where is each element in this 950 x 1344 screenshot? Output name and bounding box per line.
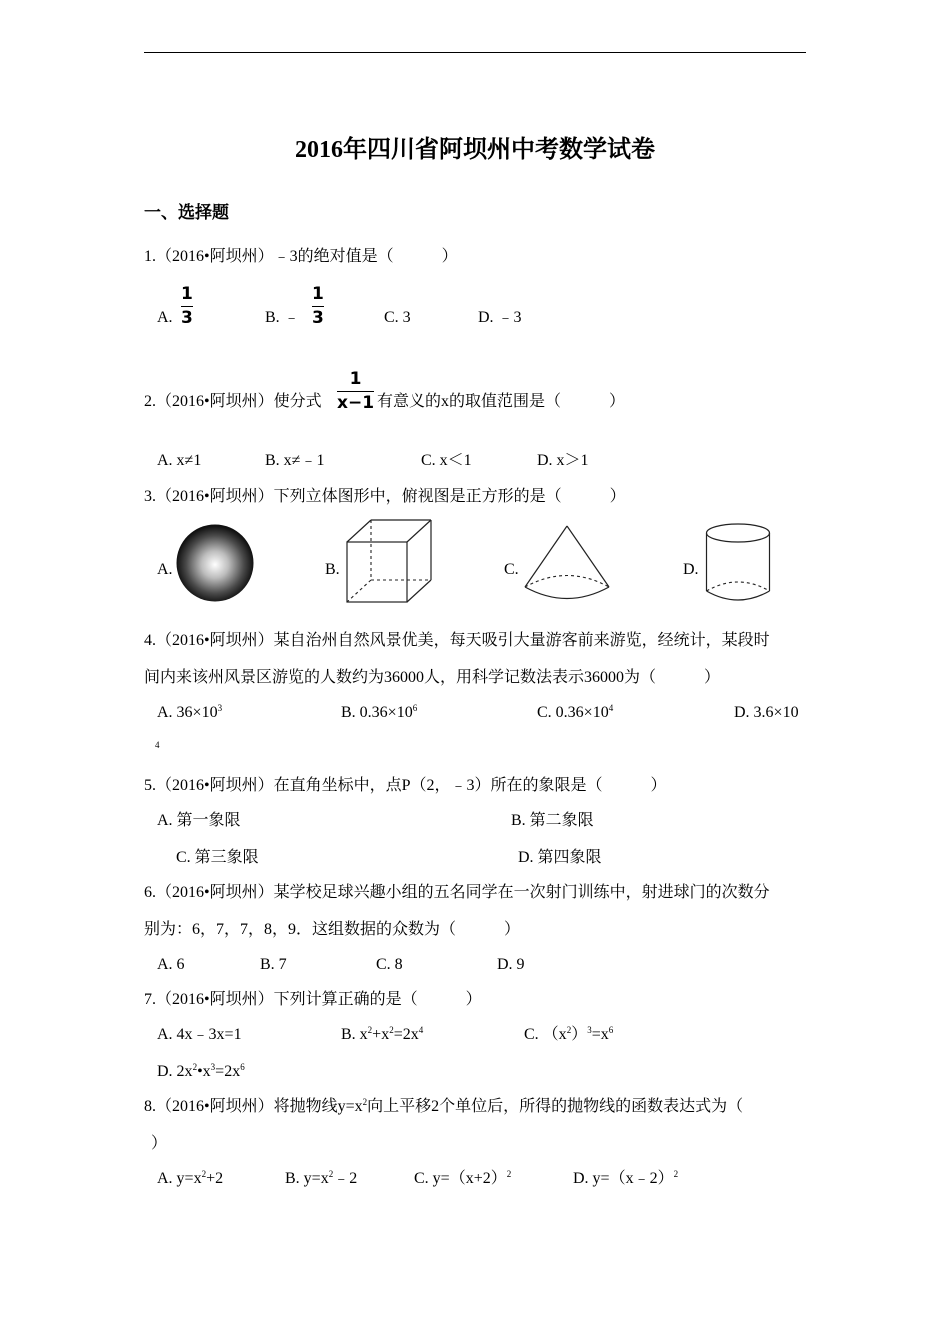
expr-part: •x [197, 1063, 211, 1080]
page-title: 2016年四川省阿坝州中考数学试卷 [295, 137, 655, 163]
q4-option-d-exponent: 4 [155, 740, 160, 750]
fraction-numerator: 1 [349, 369, 362, 389]
q4-option-c [537, 705, 613, 721]
q4-option-c-base: C. 0.36×10 [537, 704, 609, 721]
sphere-figure [175, 523, 255, 603]
exponent: 4 [418, 1025, 424, 1035]
q3-option-a-label: A. [157, 561, 173, 578]
exponent: 2 [566, 1025, 572, 1035]
expr-part: D. 2x [157, 1063, 193, 1080]
q4-option-b-base: B. 0.36×10 [341, 704, 413, 721]
exponent: 6 [608, 1025, 614, 1035]
q8-option-d [573, 1171, 678, 1187]
q1-option-b-label: B. ﹣ [265, 309, 300, 326]
exponent: 2 [506, 1169, 512, 1179]
exponent: 2 [362, 1097, 368, 1107]
exponent: 3 [210, 1062, 216, 1072]
q5-option-b: B. 第二象限 [511, 812, 594, 829]
q2-option-c: C. x＜1 [421, 452, 472, 469]
q3-stem: 3.（2016•阿坝州）下列立体图形中，俯视图是正方形的是（ ） [144, 488, 626, 505]
exponent: 2 [192, 1062, 198, 1072]
q5-option-d: D. 第四象限 [518, 849, 602, 866]
q1-option-a-fraction [181, 286, 193, 327]
exponent: 2 [673, 1169, 679, 1179]
q3-option-d-label: D. [683, 561, 699, 578]
expr-part: C. （x [524, 1026, 567, 1043]
q8-option-a [157, 1171, 223, 1187]
exponent: 2 [389, 1025, 394, 1035]
q4-stem-line-1: 4.（2016•阿坝州）某自治州自然风景优美，每天吸引大量游客前来游览，经统计，某段时 [144, 632, 770, 649]
section-heading: 一、选择题 [144, 203, 229, 222]
q4-option-c-exponent: 4 [608, 703, 614, 713]
fraction-denominator: x−1 [337, 393, 375, 413]
expr-part: B. x [341, 1026, 368, 1043]
expr-part: B. y=x [285, 1170, 329, 1187]
q3-option-c-label: C. [504, 561, 519, 578]
q5-stem: 5.（2016•阿坝州）在直角坐标中，点P（2，﹣3）所在的象限是（ ） [144, 777, 667, 794]
q8-option-b [285, 1171, 357, 1187]
q4-option-a-exponent: 3 [217, 703, 223, 713]
q6-option-d: D. 9 [497, 956, 525, 973]
q5-option-c: C. 第三象限 [176, 849, 259, 866]
expr-part: +x [372, 1026, 390, 1043]
q1-option-b-fraction [312, 286, 324, 327]
q8-option-c [414, 1171, 511, 1187]
exponent: 2 [328, 1169, 334, 1179]
q4-stem-line-2: 间内来该州风景区游览的人数约为36000人，用科学记数法表示36000为（ ） [144, 669, 721, 686]
q8-stem-line-2: ） [151, 1135, 168, 1152]
q2-stem-end: 有意义的x的取值范围是（ ） [377, 393, 626, 410]
q6-stem-line-1: 6.（2016•阿坝州）某学校足球兴趣小组的五名同学在一次射门训练中，射进球门的次数分 [144, 884, 770, 901]
q1-stem: 1.（2016•阿坝州）﹣3的绝对值是（ ） [144, 248, 458, 265]
q6-option-a: A. 6 [157, 956, 185, 973]
expr-part: C. y=（x+2） [414, 1170, 507, 1187]
exponent: 2 [201, 1169, 207, 1179]
q4-option-d: D. 3.6×10 [734, 704, 799, 721]
fraction-numerator: 1 [181, 284, 193, 304]
expr-part: +2 [206, 1170, 224, 1187]
q1-option-c: C. 3 [384, 309, 411, 326]
cube-figure [345, 518, 435, 604]
stem-part: 向上平移2个单位后，所得的抛物线的函数表达式为（ [367, 1098, 744, 1115]
fraction-denominator: 3 [312, 308, 324, 328]
q6-option-c: C. 8 [376, 956, 403, 973]
q2-option-b: B. x≠﹣1 [265, 452, 325, 469]
expr-part: ﹣2 [333, 1170, 358, 1187]
fraction-denominator: 3 [181, 308, 193, 328]
cylinder-figure [704, 521, 774, 605]
q5-option-a: A. 第一象限 [157, 812, 241, 829]
cone-figure [522, 524, 614, 604]
exponent: 2 [367, 1025, 373, 1035]
expr-part: =2x [215, 1063, 241, 1080]
expr-part: D. y=（x﹣2） [573, 1170, 674, 1187]
q2-fraction [337, 371, 374, 412]
fraction-numerator: 1 [312, 284, 324, 304]
q7-stem: 7.（2016•阿坝州）下列计算正确的是（ ） [144, 991, 482, 1008]
q7-option-a: A. 4x﹣3x=1 [157, 1026, 242, 1043]
q4-option-b-exponent: 6 [412, 703, 418, 713]
q7-option-d [157, 1064, 245, 1080]
header-rule [144, 52, 806, 53]
expr-part: =x [591, 1026, 609, 1043]
q4-option-b [341, 705, 417, 721]
q7-option-c [524, 1027, 613, 1043]
exponent: 3 [587, 1025, 592, 1035]
q6-stem-line-2: 别为：6，7，7，8，9．这组数据的众数为（ ） [144, 921, 521, 938]
exponent: 6 [240, 1062, 245, 1072]
stem-part: 8.（2016•阿坝州）将抛物线y=x [144, 1098, 363, 1115]
q6-option-b: B. 7 [260, 956, 287, 973]
expr-part: =2x [393, 1026, 419, 1043]
q4-option-a-base: A. 36×10 [157, 704, 218, 721]
expr-part: ） [571, 1026, 588, 1043]
q2-option-d: D. x＞1 [537, 452, 589, 469]
q4-option-a [157, 705, 222, 721]
expr-part: A. y=x [157, 1170, 202, 1187]
q7-option-b [341, 1027, 423, 1043]
q8-stem-line-1 [144, 1099, 743, 1115]
q2-option-a: A. x≠1 [157, 452, 202, 469]
q3-option-b-label: B. [325, 561, 340, 578]
q1-option-d: D. ﹣3 [478, 309, 522, 326]
q2-stem-start: 2.（2016•阿坝州）使分式 [144, 393, 322, 410]
q1-option-a-label: A. [157, 309, 173, 326]
